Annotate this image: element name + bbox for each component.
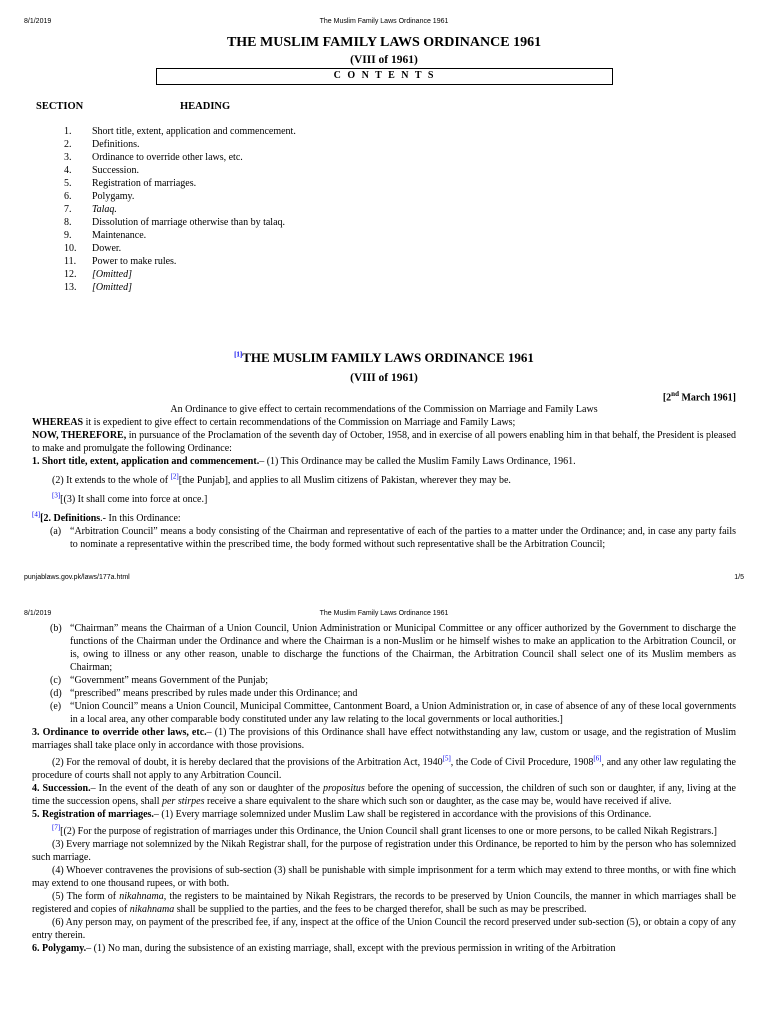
section-4: 4. Succession.– In the event of the death of any son or daughter of the propositus before the opening of succession, the children of such son or daughter, if any, living at the time the succession opens, shall per stirpes receive a share equivalent to the share which such son or daughter, as the case may be, would have received if alive.	[32, 783, 736, 807]
whereas-clause: WHEREAS it is expedient to give effect to certain recommendations of the Commission on Marriage and Family Laws;	[32, 417, 516, 428]
footnote-link-4[interactable]: [4]	[32, 510, 41, 519]
section-1-2: (2) It extends to the whole of [2][the Punjab], and applies to all Muslim citizens of Pakistan, wherever they may be.	[52, 472, 511, 486]
toc-list	[64, 125, 296, 294]
toc-item: 12. [Omitted]	[64, 269, 132, 280]
section-3-2: (2) For the removal of doubt, it is hereby declared that the provisions of the Arbitration Act, 1940[5], the Code of Civil Procedure, 1908[6], and any other law regulating the procedure of courts shall not apply to any Arbitration Council.	[32, 754, 736, 781]
footnote-link-3[interactable]: [3]	[52, 491, 61, 500]
header-title: The Muslim Family Laws Ordinance 1961	[319, 18, 449, 25]
section-6: 6. Polygamy.– (1) No man, during the subsistence of an existing marriage, shall, except with the previous permission in writing of the Arbitration	[32, 943, 616, 954]
toc-title: THE MUSLIM FAMILY LAWS ORDINANCE 1961	[226, 35, 542, 50]
toc-item: 2. Definitions.	[64, 139, 140, 150]
toc-item: 5. Registration of marriages.	[64, 178, 197, 189]
section-5-2: [7][(2) For the purpose of registration of marriages under this Ordinance, the Union Council shall grant licenses to one or more persons, to be called Nikah Registrars.]	[52, 823, 717, 837]
page-2-body	[32, 622, 736, 955]
section-5-6: (6) Any person may, on payment of the prescribed fee, if any, inspect at the office of the Union Council the record preserved under sub-section (5), or obtain a copy of any entry therein.	[32, 917, 736, 941]
col-section: SECTION	[36, 101, 84, 112]
print-date: 8/1/2019	[24, 18, 52, 25]
contents-box: C O N T E N T S	[156, 68, 613, 85]
definition-b: (b) “Chairman” means the Chairman of a Union Council, Union Administration or Municipal Committee or any officer authorized by the Government to discharge the functions of the Chairman under the Ordinance and where the Chairman is a non-Muslim or he himself wishes to make an application to the Arbitration Council, or is, owing to illness or any other reason, unable to discharge the functions of the Chairman, the Arbitration Council shall select one of its Muslim members as Chairman;	[50, 623, 736, 673]
header-title: The Muslim Family Laws Ordinance 1961	[319, 610, 449, 617]
footnote-link-6[interactable]: [6]	[593, 754, 602, 763]
definition-d: (d) “prescribed” means prescribed by rules made under this Ordinance; and	[50, 688, 358, 699]
toc-item: 13. [Omitted]	[64, 282, 132, 293]
toc-item: 11. Power to make rules.	[64, 256, 177, 267]
toc-item: 8. Dissolution of marriage otherwise than by talaq.	[64, 217, 286, 228]
toc-item: 10. Dower.	[64, 243, 122, 254]
footer-url[interactable]: punjablaws.gov.pk/laws/177a.html	[24, 574, 130, 581]
section-5-5: (5) The form of nikahnama, the registers to be maintained by Nikah Registrars, the records to be preserved by Union Councils, the manner in which marriages shall be registered and copies of nikahnama shall be supplied to the parties, and the fees to be charged therefor, shall be such as may be prescribed.	[32, 891, 736, 915]
footnote-link-7[interactable]: [7]	[52, 823, 61, 832]
section-5-3: (3) Every marriage not solemnized by the Nikah Registrar shall, for the purpose of registration under this Ordinance, be reported to him by the person who has solemnized such marriage.	[32, 839, 736, 863]
toc-item: 4. Succession.	[64, 165, 139, 176]
toc-item: 6. Polygamy.	[64, 191, 135, 202]
ordinance-subtitle: (VIII of 1961)	[350, 372, 418, 384]
section-1-3: [3][(3) It shall come into force at once.]	[52, 491, 208, 505]
col-heading: HEADING	[180, 101, 231, 112]
section-1: 1. Short title, extent, application and commencement.– (1) This Ordinance may be called the Muslim Family Laws Ordinance, 1961.	[32, 456, 576, 467]
preamble: An Ordinance to give effect to certain recommendations of the Commission on Marriage and Family Laws	[170, 404, 598, 415]
toc-item: 3. Ordinance to override other laws, etc.	[64, 152, 243, 163]
definition-c: (c) “Government” means Government of the Punjab;	[50, 675, 268, 686]
toc-item: 7. Talaq.	[64, 204, 117, 215]
print-date: 8/1/2019	[24, 610, 52, 617]
now-therefore-clause: NOW, THEREFORE, in pursuance of the Proclamation of the seventh day of October, 1958, and in exercise of all powers enabling him in that behalf, the President is pleased to make and promulgate the following Ordinance:	[32, 430, 736, 454]
toc-item: 9. Maintenance.	[64, 230, 147, 241]
page-header	[0, 15, 768, 27]
footnote-link-1[interactable]: [1]	[234, 350, 243, 359]
footnote-link-5[interactable]: [5]	[442, 754, 451, 763]
toc-subtitle: (VIII of 1961)	[350, 54, 418, 66]
footnote-link-2[interactable]: [2]	[170, 472, 179, 481]
definition-e: (e) “Union Council” means a Union Council, Municipal Committee, Cantonment Board, a Union Administration or, in case of absence of any of these local governments in a local area, any other comparable body constituted under any law relating to the local governments or local authorities.]	[50, 701, 736, 725]
toc-item: 1. Short title, extent, application and commencement.	[64, 126, 296, 137]
page-number: 1/5	[734, 574, 744, 581]
ordinance-date: [2nd March 1961]	[662, 390, 736, 404]
page-footer	[0, 571, 768, 583]
definition-a: (a) “Arbitration Council” means a body consisting of the Chairman and representative of each of the parties to a matter under the Ordinance; and, in case any party fails to nominate a representative within the prescribed time, the body formed without such representative shall be the Arbitration Council;	[50, 526, 736, 550]
page-header-2	[0, 607, 768, 619]
section-2: [4][2. Definitions.- In this Ordinance:	[32, 510, 181, 524]
ordinance-body	[32, 403, 736, 551]
section-5-4: (4) Whoever contravenes the provisions of sub-section (3) shall be punishable with simple imprisonment for a term which may extend to three months, or with fine which may extend to one thousand rupees, or with both.	[32, 865, 736, 889]
section-3: 3. Ordinance to override other laws, etc.– (1) The provisions of this Ordinance shall have effect notwithstanding any law, custom or usage, and the registration of Muslim marriages shall take place only in accordance with those provisions.	[32, 727, 737, 751]
ordinance-title: [1]THE MUSLIM FAMILY LAWS ORDINANCE 1961	[234, 350, 534, 365]
section-5: 5. Registration of marriages.– (1) Every marriage solemnized under Muslim Law shall be registered in accordance with the provisions of this Ordinance.	[32, 809, 652, 820]
